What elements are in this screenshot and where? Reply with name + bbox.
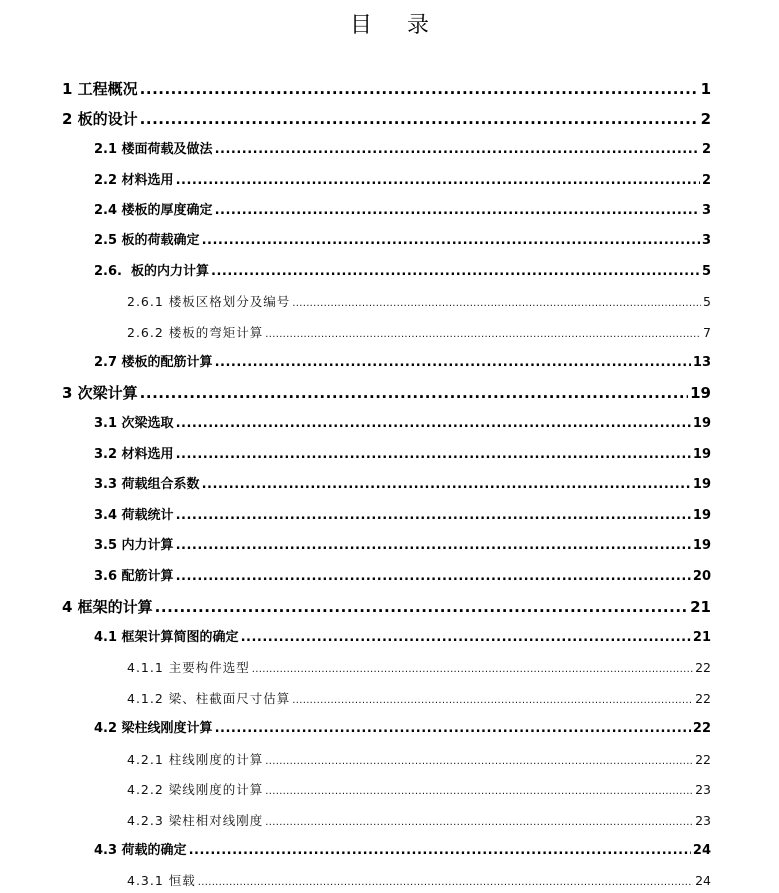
toc-leader-dots <box>176 567 691 587</box>
toc-entry-label: 4.2.1 柱线刚度的计算 <box>127 752 264 767</box>
toc-entry[interactable] <box>127 780 711 800</box>
toc-entry-page: 19 <box>692 508 711 523</box>
toc-entry-page: 2 <box>700 110 711 128</box>
toc-leader-dots <box>215 719 691 739</box>
toc-entry[interactable] <box>94 445 711 465</box>
toc-entry[interactable] <box>94 628 711 648</box>
toc-leader-dots <box>176 171 700 191</box>
toc-entry-page: 19 <box>690 384 711 402</box>
toc-entry-label: 2.5 板的荷载确定 <box>94 233 200 248</box>
page-title: 目 录 <box>350 13 443 38</box>
toc-leader-dots <box>176 445 691 465</box>
toc-entry-label: 2.6.1 楼板区格划分及编号 <box>127 294 291 309</box>
toc-leader-dots <box>140 383 688 403</box>
toc-entry-page: 24 <box>695 873 711 888</box>
toc-leader-dots <box>198 873 693 893</box>
toc-leader-dots <box>155 597 688 617</box>
toc-entry[interactable] <box>127 658 711 678</box>
toc-entry[interactable] <box>94 262 711 282</box>
toc-entry[interactable] <box>94 414 711 434</box>
toc-entry-label: 3.5 内力计算 <box>94 538 174 553</box>
toc-leader-dots <box>265 325 701 345</box>
toc-entry-label: 4.1 框架计算简图的确定 <box>94 630 239 645</box>
toc-entry-page: 21 <box>692 630 711 645</box>
toc-entry-label: 1 工程概况 <box>62 80 138 98</box>
toc-entry-page: 7 <box>703 325 711 340</box>
toc-leader-dots <box>189 841 691 861</box>
toc-entry-label: 2.6.2 楼板的弯矩计算 <box>127 325 264 340</box>
toc-entry-label: 2.7 楼板的配筋计算 <box>94 355 213 370</box>
toc-entry-label: 4.2 梁柱线刚度计算 <box>94 721 213 736</box>
toc-entry-page: 19 <box>692 447 711 462</box>
toc-leader-dots <box>265 752 693 772</box>
toc-entry[interactable] <box>94 201 711 221</box>
toc-entry-label: 2.4 楼板的厚度确定 <box>94 203 213 218</box>
toc-entry-label: 2.1 楼面荷载及做法 <box>94 142 213 157</box>
toc-leader-dots <box>252 660 693 680</box>
toc-entry[interactable] <box>127 323 711 343</box>
toc-entry[interactable] <box>62 383 711 403</box>
toc-entry-page: 1 <box>700 80 711 98</box>
toc-entry-page: 22 <box>695 691 711 706</box>
toc-entry-page: 23 <box>695 782 711 797</box>
toc-entry-label: 2.2 材料选用 <box>94 173 174 188</box>
toc-leader-dots <box>140 79 699 99</box>
toc-entry-page: 21 <box>690 598 711 616</box>
toc-entry[interactable] <box>62 79 711 99</box>
toc-entry[interactable] <box>127 689 711 709</box>
toc-entry[interactable] <box>94 841 711 861</box>
toc-leader-dots <box>292 294 701 314</box>
toc-entry-label: 4.2.2 梁线刚度的计算 <box>127 782 264 797</box>
toc-entry[interactable] <box>94 536 711 556</box>
toc-entry[interactable] <box>62 597 711 617</box>
toc-entry-page: 2 <box>701 173 711 188</box>
toc-entry-page: 22 <box>692 721 711 736</box>
toc-entry-page: 13 <box>692 355 711 370</box>
toc-entry[interactable] <box>94 719 711 739</box>
toc-entry[interactable] <box>127 750 711 770</box>
toc-entry[interactable] <box>94 231 711 251</box>
toc-leader-dots <box>202 475 691 495</box>
toc-entry-page: 22 <box>695 752 711 767</box>
toc-entry[interactable] <box>94 567 711 587</box>
toc-entry[interactable] <box>62 109 711 129</box>
toc-entry-page: 24 <box>692 843 711 858</box>
toc-entry-page: 19 <box>692 477 711 492</box>
toc-entry-page: 19 <box>692 538 711 553</box>
toc-leader-dots <box>215 201 700 221</box>
toc-leader-dots <box>202 231 700 251</box>
toc-entry[interactable] <box>127 292 711 312</box>
toc-leader-dots <box>215 140 700 160</box>
toc-entry[interactable] <box>94 171 711 191</box>
toc-entry-page: 5 <box>703 294 711 309</box>
toc-entry-label: 3.3 荷载组合系数 <box>94 477 200 492</box>
toc-leader-dots <box>176 414 691 434</box>
toc-entry-label: 4.3 荷载的确定 <box>94 843 187 858</box>
toc-entry-label: 4.2.3 梁柱相对线刚度 <box>127 813 264 828</box>
toc-entry[interactable] <box>94 475 711 495</box>
toc-entry-label: 2 板的设计 <box>62 110 138 128</box>
toc-entry-label: 4.1.2 梁、柱截面尺寸估算 <box>127 691 291 706</box>
toc-entry-label: 4.3.1 恒载 <box>127 873 196 888</box>
toc-entry-page: 20 <box>692 569 711 584</box>
toc-entry-page: 3 <box>701 233 711 248</box>
toc-entry[interactable] <box>127 811 711 831</box>
toc-entry-page: 5 <box>701 264 711 279</box>
toc-entry-label: 3.2 材料选用 <box>94 447 174 462</box>
toc-leader-dots <box>215 353 691 373</box>
toc-leader-dots <box>265 782 693 802</box>
toc-entry-page: 2 <box>701 142 711 157</box>
toc-leader-dots <box>211 262 700 282</box>
toc-leader-dots <box>140 109 699 129</box>
toc-leader-dots <box>176 506 691 526</box>
toc-entry-page: 23 <box>695 813 711 828</box>
toc-entry[interactable] <box>94 353 711 373</box>
toc-entry[interactable] <box>94 140 711 160</box>
toc-entry-label: 3 次梁计算 <box>62 384 138 402</box>
toc-entry[interactable] <box>127 871 711 891</box>
toc-entry-label: 4.1.1 主要构件选型 <box>127 660 250 675</box>
toc-entry-label: 2.6. 板的内力计算 <box>94 264 210 279</box>
toc-leader-dots <box>176 536 691 556</box>
toc-entry-label: 3.1 次梁选取 <box>94 416 174 431</box>
toc-entry-label: 3.4 荷载统计 <box>94 508 174 523</box>
toc-leader-dots <box>292 691 693 711</box>
toc-entry[interactable] <box>94 506 711 526</box>
toc-entry-label: 4 框架的计算 <box>62 598 153 616</box>
toc-entry-label: 3.6 配筋计算 <box>94 569 174 584</box>
toc-entry-page: 22 <box>695 660 711 675</box>
toc-leader-dots <box>265 813 693 833</box>
toc-entry-page: 3 <box>701 203 711 218</box>
toc-leader-dots <box>241 628 691 648</box>
toc-entry-page: 19 <box>692 416 711 431</box>
